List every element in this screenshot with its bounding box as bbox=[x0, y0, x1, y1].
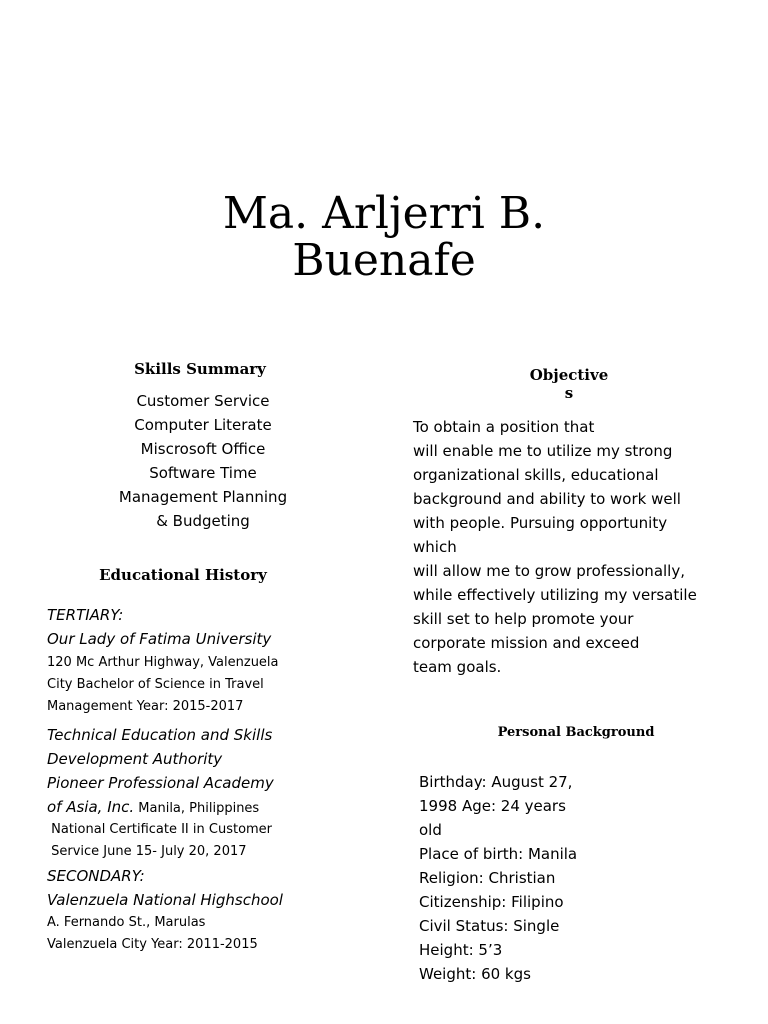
personal-detail: 1998 Age: 24 years bbox=[419, 797, 566, 815]
school-detail: Valenzuela City Year: 2011-2015 bbox=[47, 937, 258, 952]
personal-detail: old bbox=[419, 821, 442, 839]
skill-item: Miscrosoft Office bbox=[140, 440, 266, 458]
skills-summary-heading: Skills Summary bbox=[134, 360, 266, 378]
resume-name bbox=[0, 190, 768, 284]
school-name: Our Lady of Fatima University bbox=[47, 630, 272, 648]
objective-line: background and ability to work well bbox=[413, 490, 681, 508]
education-level-tertiary: TERTIARY: bbox=[47, 606, 124, 624]
objectives-heading bbox=[519, 366, 619, 402]
objective-line: organizational skills, educational bbox=[413, 466, 659, 484]
school-name: Valenzuela National Highschool bbox=[47, 891, 283, 909]
skill-item: Customer Service bbox=[136, 392, 270, 410]
name-line-2: Buenafe bbox=[292, 235, 476, 286]
objective-line: To obtain a position that bbox=[413, 418, 595, 436]
skills-list bbox=[90, 389, 316, 533]
school-name: Technical Education and Skills bbox=[47, 726, 273, 744]
school-name-line bbox=[47, 798, 259, 816]
educational-history-heading: Educational History bbox=[99, 566, 267, 584]
school-detail: Manila, Philippines bbox=[134, 801, 260, 816]
objectives-heading-line-1: Objective bbox=[529, 366, 609, 384]
objective-line: will allow me to grow professionally, bbox=[413, 562, 685, 580]
personal-detail: Place of birth: Manila bbox=[419, 845, 578, 863]
skill-item: Management Planning bbox=[118, 488, 288, 506]
objective-line: which bbox=[413, 538, 457, 556]
objectives-heading-line-2: s bbox=[564, 384, 574, 402]
education-level-secondary: SECONDARY: bbox=[47, 867, 145, 885]
school-detail: A. Fernando St., Marulas bbox=[47, 915, 206, 930]
school-detail: City Bachelor of Science in Travel bbox=[47, 677, 264, 692]
school-name: Development Authority bbox=[47, 750, 223, 768]
personal-detail: Weight: 60 kgs bbox=[419, 965, 531, 983]
personal-detail: Height: 5’3 bbox=[419, 941, 503, 959]
objective-line: team goals. bbox=[413, 658, 502, 676]
school-detail: National Certificate II in Customer bbox=[47, 822, 273, 837]
school-detail: Service June 15- July 20, 2017 bbox=[47, 844, 247, 859]
personal-detail: Citizenship: Filipino bbox=[419, 893, 564, 911]
school-detail: Management Year: 2015-2017 bbox=[47, 699, 244, 714]
personal-background-heading: Personal Background bbox=[497, 725, 655, 740]
personal-detail: Birthday: August 27, bbox=[419, 773, 573, 791]
school-name: Pioneer Professional Academy bbox=[47, 774, 274, 792]
school-detail: 120 Mc Arthur Highway, Valenzuela bbox=[47, 655, 279, 670]
skill-item: Software Time bbox=[149, 464, 257, 482]
name-line-1: Ma. Arljerri B. bbox=[222, 188, 546, 239]
objective-line: skill set to help promote your bbox=[413, 610, 634, 628]
objective-text bbox=[413, 415, 733, 679]
school-name: of Asia, Inc. bbox=[47, 798, 135, 816]
personal-background-list bbox=[419, 770, 719, 986]
objective-line: will enable me to utilize my strong bbox=[413, 442, 673, 460]
skill-item: Computer Literate bbox=[134, 416, 272, 434]
personal-detail: Civil Status: Single bbox=[419, 917, 560, 935]
objective-line: while effectively utilizing my versatile bbox=[413, 586, 697, 604]
personal-detail: Religion: Christian bbox=[419, 869, 556, 887]
objective-line: with people. Pursuing opportunity bbox=[413, 514, 668, 532]
objective-line: corporate mission and exceed bbox=[413, 634, 640, 652]
skill-item: & Budgeting bbox=[156, 512, 250, 530]
